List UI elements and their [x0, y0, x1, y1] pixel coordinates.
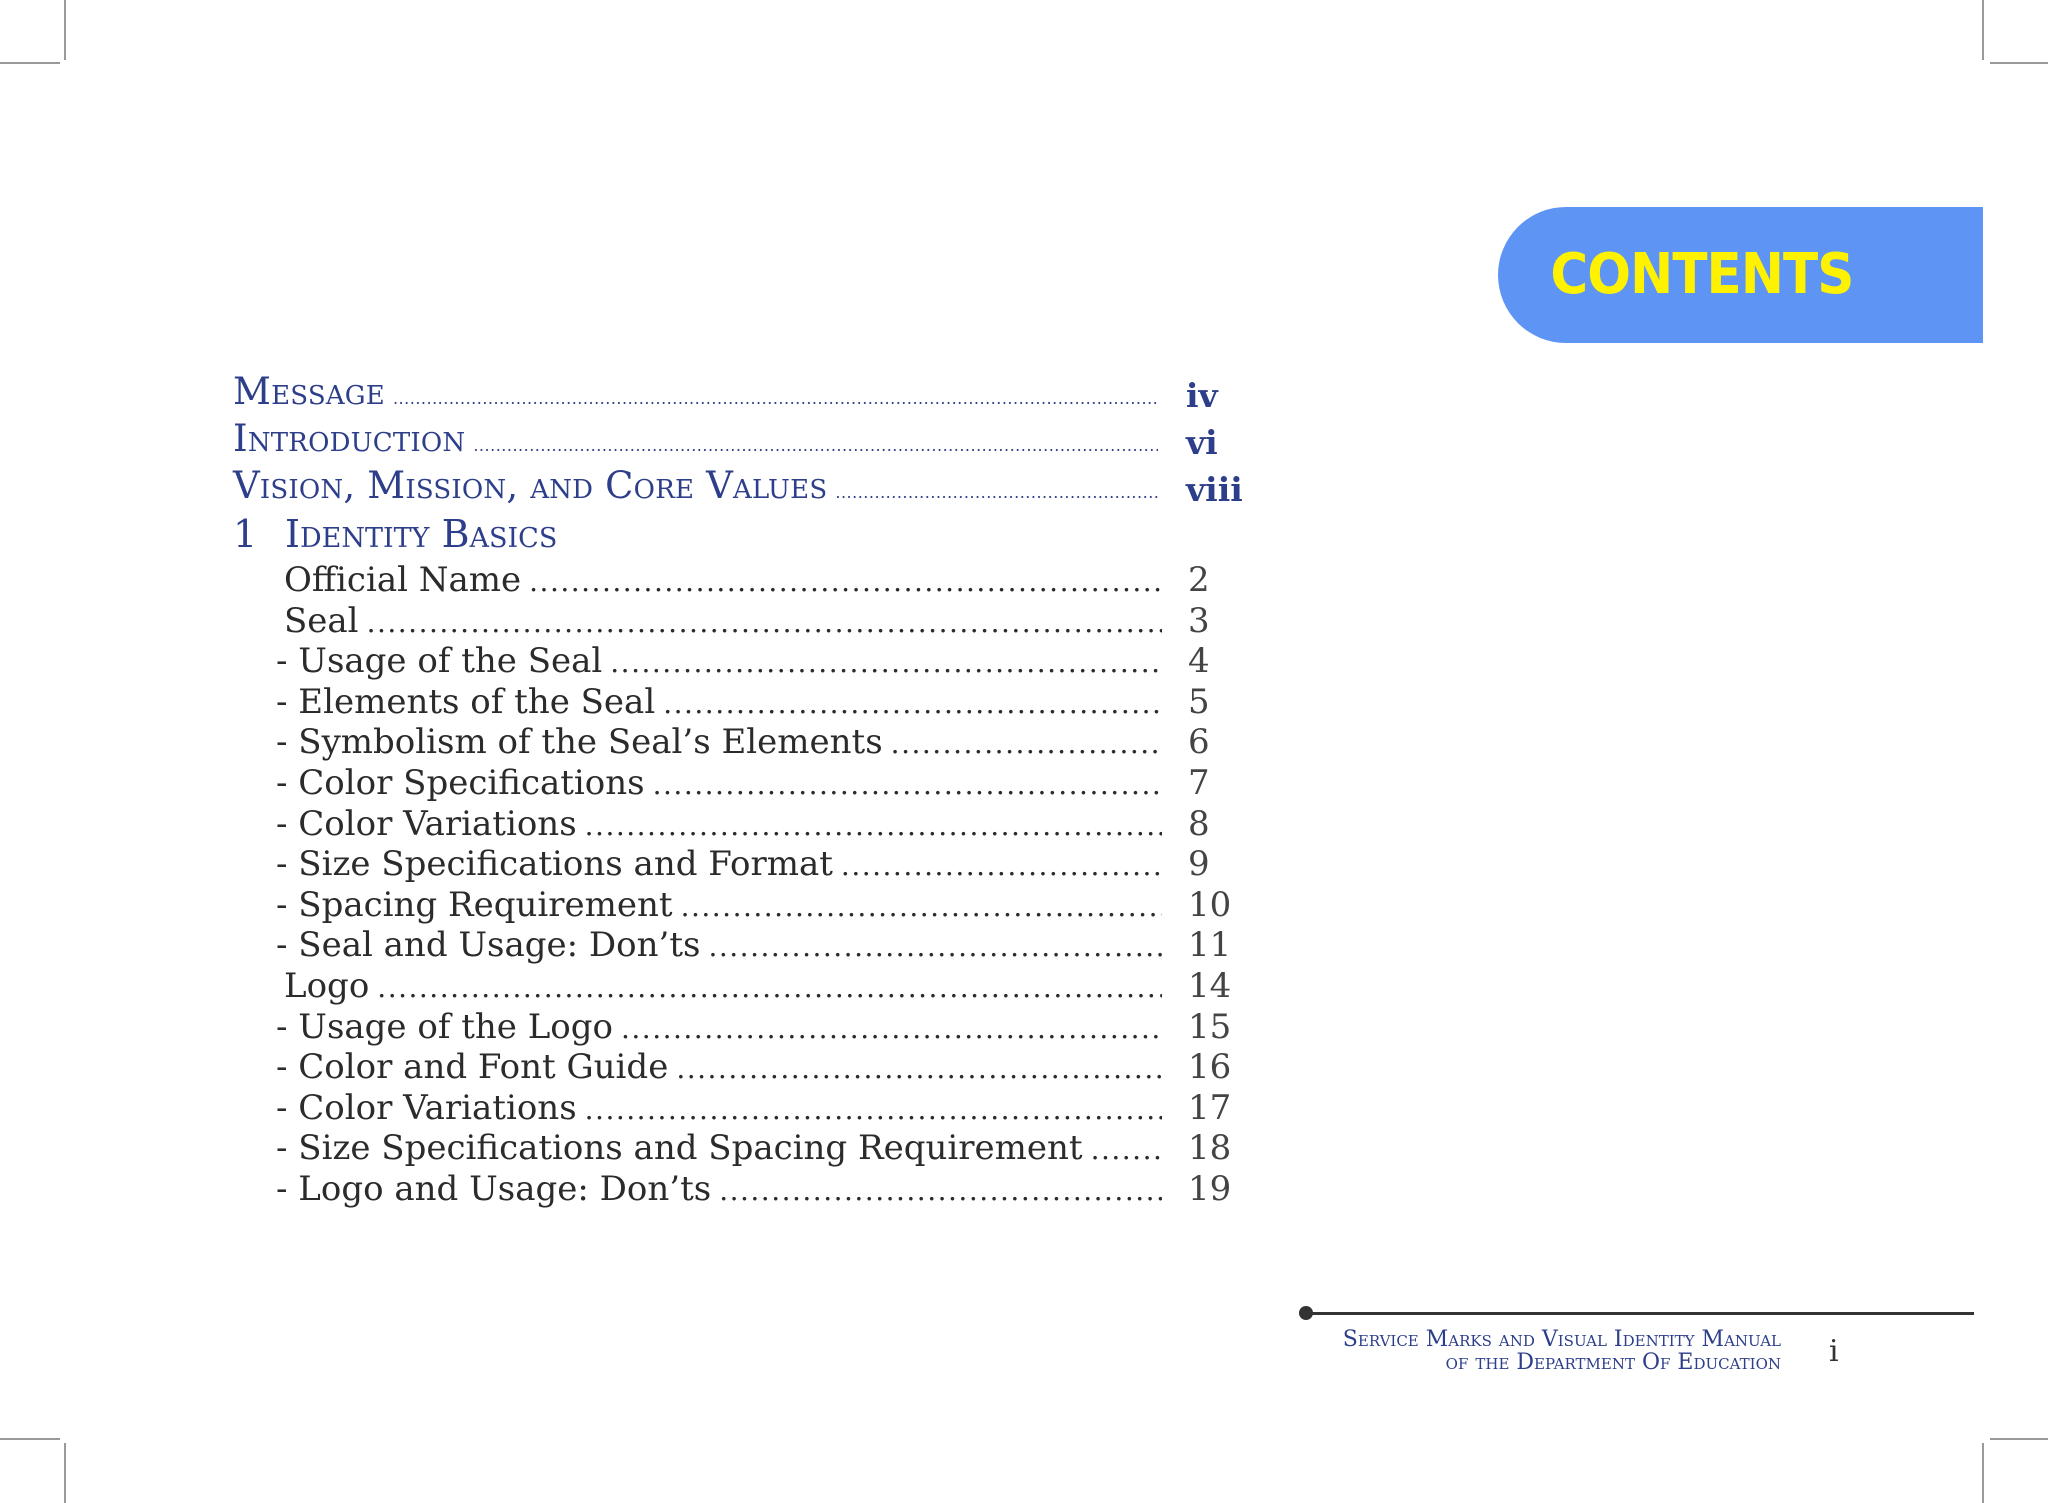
dot-leader	[663, 687, 1162, 720]
toc-page-number: 3	[1188, 601, 1210, 641]
toc-entry-label: Message	[233, 370, 385, 413]
toc-page-number: vi	[1186, 423, 1218, 462]
toc-entry-label: - Color Specifications	[276, 763, 645, 803]
dot-leader	[377, 971, 1162, 1004]
dot-leader	[367, 606, 1162, 639]
crop-mark-bottom-left-h	[0, 1438, 60, 1440]
toc-entry-label: - Color Variations	[276, 1088, 577, 1128]
toc-entry-label: - Seal and Usage: Don’ts	[276, 925, 701, 965]
contents-title: CONTENTS	[1549, 242, 1853, 307]
toc-entry-label: Official Name	[284, 560, 522, 600]
toc-entry[interactable]	[284, 601, 1162, 641]
toc-entry[interactable]	[276, 722, 1162, 762]
toc-page-number: 18	[1188, 1128, 1232, 1168]
crop-mark-bottom-right-h	[1990, 1438, 2048, 1440]
toc-entry[interactable]	[276, 682, 1162, 722]
toc-entry[interactable]	[276, 1128, 1162, 1168]
toc-page-number: 9	[1188, 844, 1210, 884]
dot-leader	[681, 890, 1162, 923]
toc-entry[interactable]	[284, 966, 1162, 1006]
dot-leader	[585, 809, 1162, 842]
dot-leader	[473, 436, 1158, 455]
toc-entry-label: Seal	[284, 601, 359, 641]
chapter-title: Identity Basics	[285, 512, 558, 556]
toc-entry-label: - Size Specifications and Spacing Requirement	[276, 1128, 1083, 1168]
toc-entry-label: Introduction	[233, 417, 466, 460]
toc-entry[interactable]	[276, 885, 1162, 925]
toc-entry[interactable]	[276, 1088, 1162, 1128]
toc-entry[interactable]	[276, 641, 1162, 681]
dot-leader	[891, 727, 1162, 760]
toc-entry[interactable]	[276, 1169, 1162, 1209]
toc-page-number: iv	[1186, 376, 1218, 415]
dot-leader	[621, 1012, 1162, 1045]
footer-rule	[1306, 1312, 1974, 1315]
dot-leader	[610, 646, 1162, 679]
dot-leader	[841, 849, 1162, 882]
toc-page-number: 19	[1188, 1169, 1232, 1209]
toc-page-number: 16	[1188, 1047, 1232, 1087]
toc-entry[interactable]	[284, 560, 1162, 600]
dot-leader	[585, 1093, 1162, 1126]
toc-entry-label: - Size Specifications and Format	[276, 844, 833, 884]
chapter-heading	[233, 512, 557, 556]
crop-mark-bottom-right	[1982, 1443, 1984, 1503]
toc-page-number: viii	[1186, 470, 1243, 509]
dot-leader	[393, 389, 1158, 408]
toc-page-number: 8	[1188, 804, 1210, 844]
footer-manual-title	[1343, 1328, 1781, 1374]
footer-line-2: of the Department Of Education	[1445, 1350, 1781, 1375]
toc-page-number: 5	[1188, 682, 1210, 722]
chapter-number: 1	[233, 512, 258, 556]
toc-entry-label: - Symbolism of the Seal’s Elements	[276, 722, 883, 762]
footer-line-1: Service Marks and Visual Identity Manual	[1342, 1327, 1781, 1352]
dot-leader	[719, 1174, 1162, 1207]
toc-page-number: 6	[1188, 722, 1210, 762]
dot-leader	[529, 565, 1162, 598]
toc-entry[interactable]	[276, 844, 1162, 884]
toc-entry[interactable]	[276, 763, 1162, 803]
dot-leader	[835, 483, 1158, 502]
toc-page-number: 14	[1188, 966, 1232, 1006]
toc-major-entry[interactable]	[233, 370, 1158, 413]
toc-entry-label: - Color and Font Guide	[276, 1047, 669, 1087]
toc-entry-label: - Usage of the Logo	[276, 1007, 613, 1047]
toc-entry-label: Logo	[284, 966, 370, 1006]
dot-leader	[1091, 1133, 1162, 1166]
dot-leader	[708, 930, 1162, 963]
toc-page-number: 7	[1188, 763, 1210, 803]
toc-entry[interactable]	[276, 804, 1162, 844]
crop-mark-top-left	[64, 0, 66, 60]
toc-page-number: 17	[1188, 1088, 1232, 1128]
toc-entry[interactable]	[276, 925, 1162, 965]
dot-leader	[676, 1052, 1162, 1085]
crop-mark-top-right-h	[1990, 62, 2048, 64]
toc-page-number: 15	[1188, 1007, 1232, 1047]
toc-entry[interactable]	[276, 1007, 1162, 1047]
toc-major-entry[interactable]	[233, 417, 1158, 460]
page-number: i	[1829, 1334, 1839, 1369]
toc-major-entry[interactable]	[233, 464, 1158, 507]
toc-page-number: 2	[1188, 560, 1210, 600]
dot-leader	[653, 768, 1162, 801]
toc-page-number: 11	[1188, 925, 1232, 965]
crop-mark-top-left-h	[0, 62, 60, 64]
crop-mark-bottom-left	[64, 1443, 66, 1503]
toc-entry-label: - Logo and Usage: Don’ts	[276, 1169, 712, 1209]
contents-banner	[1498, 207, 1983, 343]
toc-entry-label: - Spacing Requirement	[276, 885, 673, 925]
toc-entry-label: - Elements of the Seal	[276, 682, 656, 722]
toc-entry-label: - Color Variations	[276, 804, 577, 844]
toc-entry[interactable]	[276, 1047, 1162, 1087]
toc-entry-label: Vision, Mission, and Core Values	[233, 464, 828, 507]
toc-page-number: 4	[1188, 641, 1210, 681]
crop-mark-top-right	[1982, 0, 1984, 60]
toc-entry-label: - Usage of the Seal	[276, 641, 603, 681]
toc-page-number: 10	[1188, 885, 1232, 925]
